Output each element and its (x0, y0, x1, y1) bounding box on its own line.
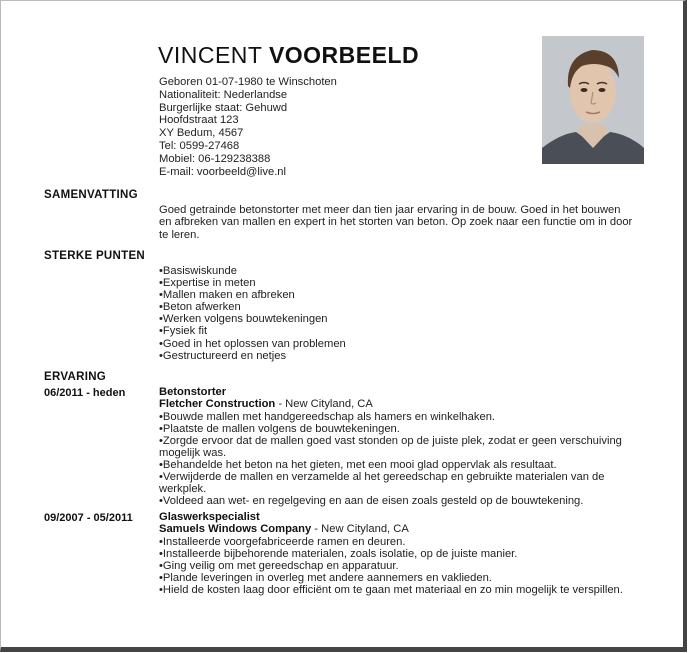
list-item: • Bouwde mallen met handgereedschap als hamers en winkelhaken. (159, 411, 629, 423)
list-item: • Goed in het oplossen van problemen (159, 338, 635, 350)
job-2-role: Glaswerkspecialist (159, 511, 260, 523)
job-1-duties (159, 411, 629, 508)
list-item: • Mallen maken en afbreken (159, 289, 635, 301)
job-2-duties (159, 536, 629, 596)
list-item: • Installeerde voorgefabriceerde ramen en deuren. (159, 536, 629, 548)
job-1-location: - New Cityland, CA (275, 398, 373, 411)
job-1 (159, 386, 635, 508)
postal-city: XY Bedum, 4567 (159, 127, 244, 140)
list-item: • Verwijderde de mallen en verzamelde al het gereedschap en gebruikte materialen van de werkplek. (159, 471, 629, 495)
last-name: VOORBEELD (268, 42, 420, 68)
strengths-list (159, 265, 635, 362)
portrait-image (542, 36, 644, 164)
profile-photo (542, 36, 644, 164)
first-name: VINCENT (158, 42, 263, 68)
nationality: Nationaliteit: Nederlandse (159, 88, 288, 101)
list-item: • Beton afwerken (159, 301, 635, 313)
list-item: • Expertise in meten (159, 277, 635, 289)
marital-status: Burgerlijke staat: Gehuwd (159, 101, 288, 114)
job-2-employer (159, 523, 635, 535)
list-item: • Voldeed aan wet- en regelgeving en aan de eisen zoals gesteld op de bouwtekening. (159, 495, 629, 507)
list-item: • Fysiek fit (159, 325, 635, 337)
email: E-mail: voorbeeld@live.nl (159, 165, 287, 178)
job-1-dates: 06/2011 - heden (44, 387, 126, 399)
birth-info: Geboren 01-07-1980 te Winschoten (159, 76, 337, 88)
job-2-location: - New Cityland, CA (311, 523, 409, 536)
list-item: • Hield de kosten laag door efficiënt om te gaan met materiaal en zo min mogelijk te verspillen. (159, 584, 629, 596)
candidate-name (158, 42, 419, 69)
summary-text: Goed getrainde betonstorter met meer dan tien jaar ervaring in de bouw. Goed in het bouwen en afbreken van mallen en expert in het storten van beton. Op zoek naar een functie om in door te leren. (159, 204, 633, 241)
job-2 (159, 511, 635, 596)
list-item: • Plaatste de mallen volgens de bouwtekeningen. (159, 423, 629, 435)
phone: Tel: 0599-27468 (159, 139, 240, 152)
street-address: Hoofdstraat 123 (159, 114, 239, 127)
job-2-company: Samuels Windows Company (159, 523, 312, 536)
list-item: • Ging veilig om met gereedschap en apparatuur. (159, 560, 629, 572)
list-item: • Zorgde ervoor dat de mallen goed vast stonden op de juiste plek, zodat er geen verschuiving mogelijk was. (159, 435, 629, 459)
job-1-role: Betonstorter (159, 386, 227, 398)
summary-heading: SAMENVATTING (44, 189, 138, 201)
strengths-heading: STERKE PUNTEN (44, 250, 146, 262)
job-1-company: Fletcher Construction (159, 398, 276, 411)
experience-heading: ERVARING (44, 371, 107, 383)
job-2-dates: 09/2007 - 05/2011 (44, 512, 133, 524)
list-item: • Behandelde het beton na het gieten, met een mooi glad oppervlak als resultaat. (159, 459, 629, 471)
list-item: • Basiswiskunde (159, 265, 635, 277)
list-item: • Gestructureerd en netjes (159, 350, 635, 362)
mobile: Mobiel: 06-129238388 (159, 152, 271, 165)
list-item: • Installeerde bijbehorende materialen, zoals isolatie, op de juiste manier. (159, 548, 629, 560)
contact-details (159, 76, 337, 178)
job-1-employer (159, 398, 635, 410)
list-item: • Werken volgens bouwtekeningen (159, 313, 635, 325)
list-item: • Plande leveringen in overleg met andere aannemers en vaklieden. (159, 572, 629, 584)
